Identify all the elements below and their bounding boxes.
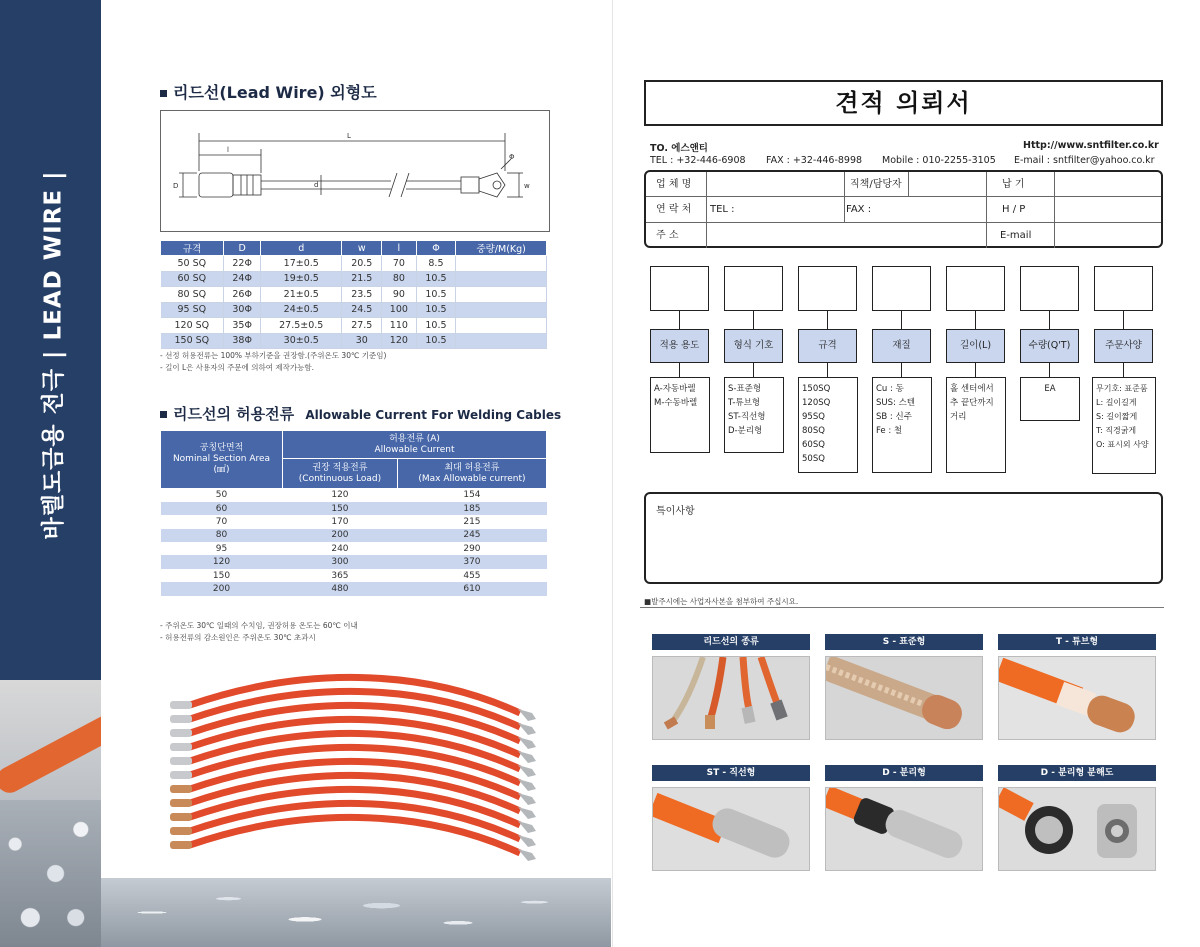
page-divider	[612, 0, 613, 947]
code-input-box[interactable]	[798, 266, 857, 311]
spec-header-cell: Φ	[416, 241, 456, 256]
spec-cell: 50 SQ	[161, 256, 224, 272]
spec-cell: 35Φ	[224, 318, 261, 334]
code-option: 홀 센터에서	[950, 384, 994, 394]
spec-note-2: - 길이 L은 사용자의 주문에 의하여 제작가능함.	[160, 363, 314, 372]
photo-label: D - 분리형	[825, 765, 983, 781]
section-title-current-en: Allowable Current For Welding Cables	[305, 408, 562, 422]
current-cell: 150	[283, 502, 398, 515]
hose-image	[0, 709, 101, 798]
current-row	[161, 582, 547, 595]
current-cell: 200	[283, 529, 398, 542]
spec-cell: 10.5	[416, 333, 456, 349]
label-email: E-mail	[1000, 229, 1032, 241]
label-company: 업 체 명	[656, 179, 692, 190]
code-option: 무기호: 표준품	[1096, 384, 1148, 393]
photo-card-standard	[825, 634, 983, 740]
form-row-company	[646, 172, 1161, 197]
current-cell: 80	[161, 529, 283, 542]
photo-card-tube	[998, 634, 1156, 740]
code-input-box[interactable]	[724, 266, 783, 311]
current-row	[161, 515, 547, 528]
dim-w: w	[524, 182, 530, 190]
special-notes-box[interactable]	[644, 492, 1163, 584]
wire-lug	[170, 715, 192, 723]
code-option: S-표준형	[728, 384, 762, 394]
parts-strip-image	[101, 878, 611, 947]
spec-row	[161, 333, 547, 349]
section-title-current: 리드선의 허용전류 Allowable Current For Welding Cables	[160, 403, 561, 424]
spec-cell: 26Φ	[224, 287, 261, 303]
label-tel: TEL :	[710, 204, 735, 216]
code-option-list	[872, 377, 932, 473]
spec-header-cell: l	[382, 241, 416, 256]
current-cell: 120	[161, 555, 283, 568]
code-option-list	[1092, 377, 1156, 474]
spec-cell: 150 SQ	[161, 333, 224, 349]
spec-cell: 38Φ	[224, 333, 261, 349]
drawing-svg	[161, 111, 551, 233]
form-row-contact	[646, 197, 1161, 222]
spec-cell: 20.5	[342, 256, 382, 272]
code-option: 80SQ	[802, 426, 825, 436]
spec-row	[161, 318, 547, 334]
photo-card-split-exploded	[998, 765, 1156, 871]
code-option: T-튜브형	[728, 398, 761, 408]
current-row	[161, 542, 547, 555]
spec-cell: 27.5±0.5	[261, 318, 342, 334]
wire-terminal	[518, 709, 536, 721]
current-cell: 170	[331, 516, 349, 527]
code-option: L: 길이길게	[1096, 398, 1137, 407]
label-address: 주 소	[656, 229, 679, 241]
spec-row	[161, 302, 547, 318]
spec-cell: 110	[382, 318, 416, 334]
code-option: 95SQ	[802, 412, 825, 422]
spec-header-cell: 규격	[161, 241, 224, 256]
wire-lug	[170, 701, 192, 709]
code-step-label: 재질	[872, 329, 931, 363]
current-cell: 120	[331, 490, 349, 501]
code-option: 150SQ	[802, 384, 831, 394]
code-step-label: 적용 용도	[650, 329, 709, 363]
spec-cell: 30	[342, 333, 382, 349]
spec-note-1: - 선정 허용전류는 100% 부하기준을 권장함.(주위온도 30℃ 기준임)	[160, 351, 387, 360]
code-step-label: 주문사양	[1094, 329, 1153, 363]
code-option-list	[724, 377, 784, 453]
code-option-list	[798, 377, 858, 473]
current-cell: 610	[397, 582, 546, 595]
spec-row	[161, 271, 547, 287]
wire-terminal	[518, 737, 536, 749]
banner-title: 바렐도금용 전극 | LEAD WIRE |	[40, 170, 66, 540]
wire-lug	[170, 785, 192, 793]
current-note-2: - 허용전류의 감소원인은 주위온도 30℃ 초과시	[160, 633, 316, 642]
wire-lug	[170, 757, 192, 765]
photo-standard-image	[825, 656, 983, 740]
code-input-box[interactable]	[650, 266, 709, 311]
bullet-square-icon	[160, 90, 167, 97]
spec-cell: 60 SQ	[161, 271, 224, 287]
spec-cell: 120 SQ	[161, 318, 224, 334]
code-step-label: 형식 기호	[724, 329, 783, 363]
company-fax: FAX : +32-446-8998	[766, 155, 863, 166]
photo-split-image	[825, 787, 983, 871]
code-input-box[interactable]	[872, 266, 931, 311]
order-note: ■발주시에는 사업자사본을 첨부하여 주십시요.	[644, 597, 799, 606]
current-header-row	[161, 431, 547, 459]
current-header-section: 공칭단면적 Nominal Section Area (㎟)	[161, 431, 283, 489]
spec-cell	[456, 302, 547, 318]
spec-cell: 17±0.5	[261, 256, 342, 272]
photo-label: S - 표준형	[825, 634, 983, 650]
code-option-list	[1020, 377, 1080, 421]
photo-split-exploded-image	[998, 787, 1156, 871]
photo-card-types	[652, 634, 810, 740]
current-cell: 240	[331, 543, 349, 554]
code-option: M-수동바렐	[654, 398, 698, 408]
spec-cell	[456, 287, 547, 303]
photo-label: D - 분리형 분해도	[998, 765, 1156, 781]
code-option: D-분리형	[728, 426, 763, 436]
quote-to: TO. 에스앤티	[650, 143, 708, 154]
spec-body	[161, 256, 547, 349]
wire-lug	[170, 743, 192, 751]
spec-header-cell: 중량/M(Kg)	[456, 241, 547, 256]
label-contact: 연 락 처	[656, 204, 692, 216]
section-divider	[640, 607, 1164, 608]
spec-cell: 90	[382, 287, 416, 303]
code-option-list	[650, 377, 710, 453]
spec-row	[161, 287, 547, 303]
current-note-1: - 주위온도 30℃ 일때의 수치임, 권장허용 온도는 60℃ 이내	[160, 621, 358, 630]
photo-label: ST - 직선형	[652, 765, 810, 781]
current-cell: 50	[215, 490, 228, 501]
code-option-list	[946, 377, 1006, 473]
spec-cell: 19±0.5	[261, 271, 342, 287]
wire-terminal	[518, 779, 536, 791]
spec-cell: 24±0.5	[261, 302, 342, 318]
code-option: 120SQ	[802, 398, 831, 408]
wire-terminal	[518, 751, 536, 763]
wire-terminal	[518, 849, 536, 861]
wire-lug	[170, 827, 192, 835]
code-option: Cu : 동	[876, 384, 904, 394]
code-step-label: 규격	[798, 329, 857, 363]
bullet-square-icon	[160, 411, 167, 418]
section-title-shape: 리드선(Lead Wire) 외형도	[160, 80, 377, 103]
spec-cell: 70	[382, 256, 416, 272]
code-option: SUS: 스텐	[876, 398, 916, 408]
code-option: 추 끝단까지	[950, 398, 994, 408]
current-row	[161, 502, 547, 515]
spec-cell: 100	[382, 302, 416, 318]
current-row	[161, 489, 547, 502]
current-cell: 370	[397, 555, 546, 568]
photo-types-image	[652, 656, 810, 740]
code-option: 거리	[950, 412, 967, 422]
code-option: ST-직선형	[728, 412, 766, 422]
spec-cell: 10.5	[416, 271, 456, 287]
photo-card-split	[825, 765, 983, 871]
current-header-continuous: 권장 적용전류 (Continuous Load)	[283, 459, 398, 489]
current-header-allowable: 허용전류 (A) Allowable Current	[283, 431, 547, 459]
current-cell: 455	[463, 570, 481, 581]
spec-cell: 24.5	[342, 302, 382, 318]
spec-cell	[456, 271, 547, 287]
current-cell: 300	[283, 555, 398, 568]
code-step-label: 수량(Q'T)	[1020, 329, 1079, 363]
spec-cell: 23.5	[342, 287, 382, 303]
wire-terminal	[518, 821, 536, 833]
current-cell: 154	[463, 490, 481, 501]
lead-wire-photo	[150, 665, 570, 875]
wire-lug	[170, 729, 192, 737]
code-option: S: 길이짧게	[1096, 412, 1138, 421]
code-input-box[interactable]	[1020, 266, 1079, 311]
code-option: 50SQ	[802, 454, 825, 464]
company-mobile: Mobile : 010-2255-3105	[882, 155, 996, 166]
spec-header-row	[161, 241, 547, 256]
current-cell: 150	[212, 570, 231, 581]
current-row	[161, 555, 547, 568]
current-cell: 365	[331, 570, 349, 581]
code-option: 60SQ	[802, 440, 825, 450]
spec-cell: 10.5	[416, 302, 456, 318]
code-option: O: 표시외 사양	[1096, 440, 1149, 449]
spec-cell	[456, 256, 547, 272]
dim-D: D	[173, 182, 179, 190]
dim-phi: Φ	[509, 153, 515, 161]
spec-header-cell: D	[224, 241, 261, 256]
wire-terminal	[518, 835, 536, 847]
current-cell: 200	[161, 582, 283, 595]
photo-label: T - 튜브형	[998, 634, 1156, 650]
spec-cell: 21±0.5	[261, 287, 342, 303]
spec-cell: 10.5	[416, 318, 456, 334]
current-body	[161, 489, 547, 596]
current-table	[160, 430, 547, 596]
contact-form	[644, 170, 1163, 248]
lead-wire-drawing	[160, 110, 550, 232]
current-cell: 185	[397, 502, 546, 515]
code-input-box[interactable]	[946, 266, 1005, 311]
label-position: 직책/담당자	[850, 179, 902, 190]
photo-straight-image	[652, 787, 810, 871]
spec-cell: 30Φ	[224, 302, 261, 318]
photo-label: 리드선의 종류	[652, 634, 810, 650]
spec-cell	[456, 333, 547, 349]
code-input-box[interactable]	[1094, 266, 1153, 311]
spec-cell: 120	[382, 333, 416, 349]
spec-cell: 21.5	[342, 271, 382, 287]
spec-cell: 95 SQ	[161, 302, 224, 318]
spec-header-cell: d	[261, 241, 342, 256]
wire-lug	[170, 799, 192, 807]
spec-cell: 8.5	[416, 256, 456, 272]
spec-cell: 80 SQ	[161, 287, 224, 303]
current-cell: 480	[283, 582, 398, 595]
dim-l: l	[227, 146, 229, 154]
parts-image	[0, 800, 101, 947]
label-due: 납 기	[1002, 179, 1025, 190]
spec-cell	[456, 318, 547, 334]
label-hp: H / P	[1002, 204, 1026, 216]
spec-cell: 30±0.5	[261, 333, 342, 349]
current-cell: 215	[463, 516, 481, 527]
wire-terminal	[518, 807, 536, 819]
quote-title: 견적 의뢰서	[644, 80, 1163, 126]
spec-cell: 22Φ	[224, 256, 261, 272]
code-option: SB : 신주	[876, 412, 912, 422]
special-notes-label: 특이사항	[656, 506, 695, 517]
current-header-max: 최대 허용전류 (Max Allowable current)	[397, 459, 546, 489]
spec-header-cell: w	[342, 241, 382, 256]
company-url[interactable]: Http://www.sntfilter.co.kr	[1023, 140, 1159, 151]
wire-terminal	[518, 793, 536, 805]
wire-lug	[170, 841, 192, 849]
code-step-label: 길이(L)	[946, 329, 1005, 363]
current-cell: 245	[397, 529, 546, 542]
spec-row	[161, 256, 547, 272]
spec-cell: 10.5	[416, 287, 456, 303]
spec-cell: 24Φ	[224, 271, 261, 287]
spec-cell: 27.5	[342, 318, 382, 334]
wire-lug	[170, 813, 192, 821]
current-cell: 95	[215, 543, 228, 554]
wire-terminal	[518, 723, 536, 735]
spec-cell: 80	[382, 271, 416, 287]
code-option: A-자동바렐	[654, 384, 696, 394]
label-fax: FAX :	[846, 204, 872, 216]
wire-lug	[170, 771, 192, 779]
side-banner	[0, 0, 101, 947]
current-cell: 60	[161, 502, 283, 515]
photo-card-straight	[652, 765, 810, 871]
company-email[interactable]: E-mail : sntfilter@yahoo.co.kr	[1014, 155, 1155, 166]
current-row	[161, 569, 547, 582]
current-cell: 70	[215, 516, 228, 527]
company-tel: TEL : +32-446-6908	[650, 155, 746, 166]
dim-L: L	[347, 132, 351, 140]
wire-terminal	[518, 765, 536, 777]
dim-d: d	[314, 181, 319, 189]
spec-table	[160, 240, 547, 349]
form-row-address	[646, 223, 1161, 248]
current-row	[161, 529, 547, 542]
photo-tube-image	[998, 656, 1156, 740]
code-option: EA	[1044, 384, 1056, 394]
current-cell: 290	[463, 543, 481, 554]
code-option: Fe : 철	[876, 426, 903, 436]
code-option: T: 직경굵게	[1096, 426, 1137, 435]
